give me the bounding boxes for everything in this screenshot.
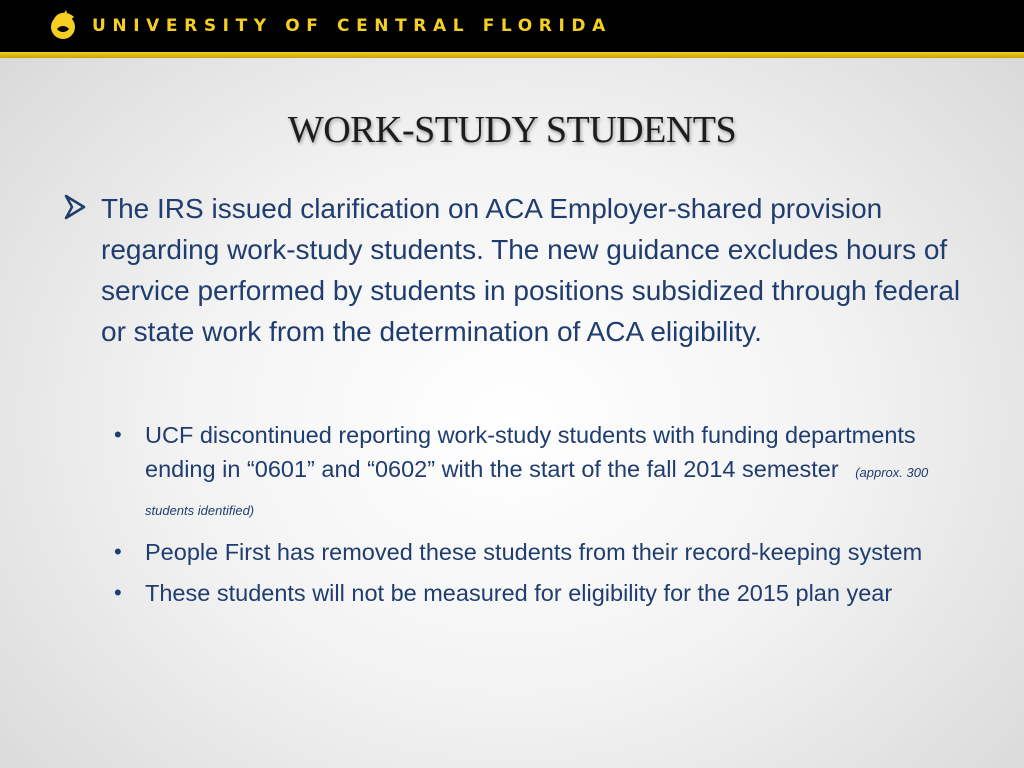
sub-bullet-note: (approx. 300 students identified)	[145, 465, 929, 518]
list-item	[110, 576, 950, 610]
pegasus-logo-icon	[48, 9, 78, 43]
header-gold-rule	[0, 52, 1024, 58]
arrow-bullet-icon	[64, 194, 86, 220]
bullet-dot: •	[114, 580, 122, 605]
university-name: UNIVERSITY OF CENTRAL FLORIDA	[92, 16, 612, 36]
list-item	[110, 535, 950, 569]
sub-bullet-text: People First has removed these students from their record-keeping system	[145, 539, 923, 565]
sub-bullet-text: UCF discontinued reporting work-study students with funding departments ending in “0601” and “0602” with the start of the fall 2014 semester	[145, 422, 916, 482]
slide-title: WORK-STUDY STUDENTS	[287, 109, 737, 151]
bullet-dot: •	[114, 422, 122, 447]
main-bullet-text: The IRS issued clarification on ACA Employer-shared provision regarding work-study students. The new guidance excludes hours of service performed by students in positions subsidized through federal or state work from the determination of ACA eligibility.	[101, 193, 961, 347]
header-bar	[0, 0, 1024, 52]
bullet-dot: •	[114, 539, 122, 564]
sub-bullet-text: These students will not be measured for eligibility for the 2015 plan year	[145, 580, 893, 606]
list-item	[110, 418, 950, 528]
sub-bullet-list	[110, 418, 950, 617]
